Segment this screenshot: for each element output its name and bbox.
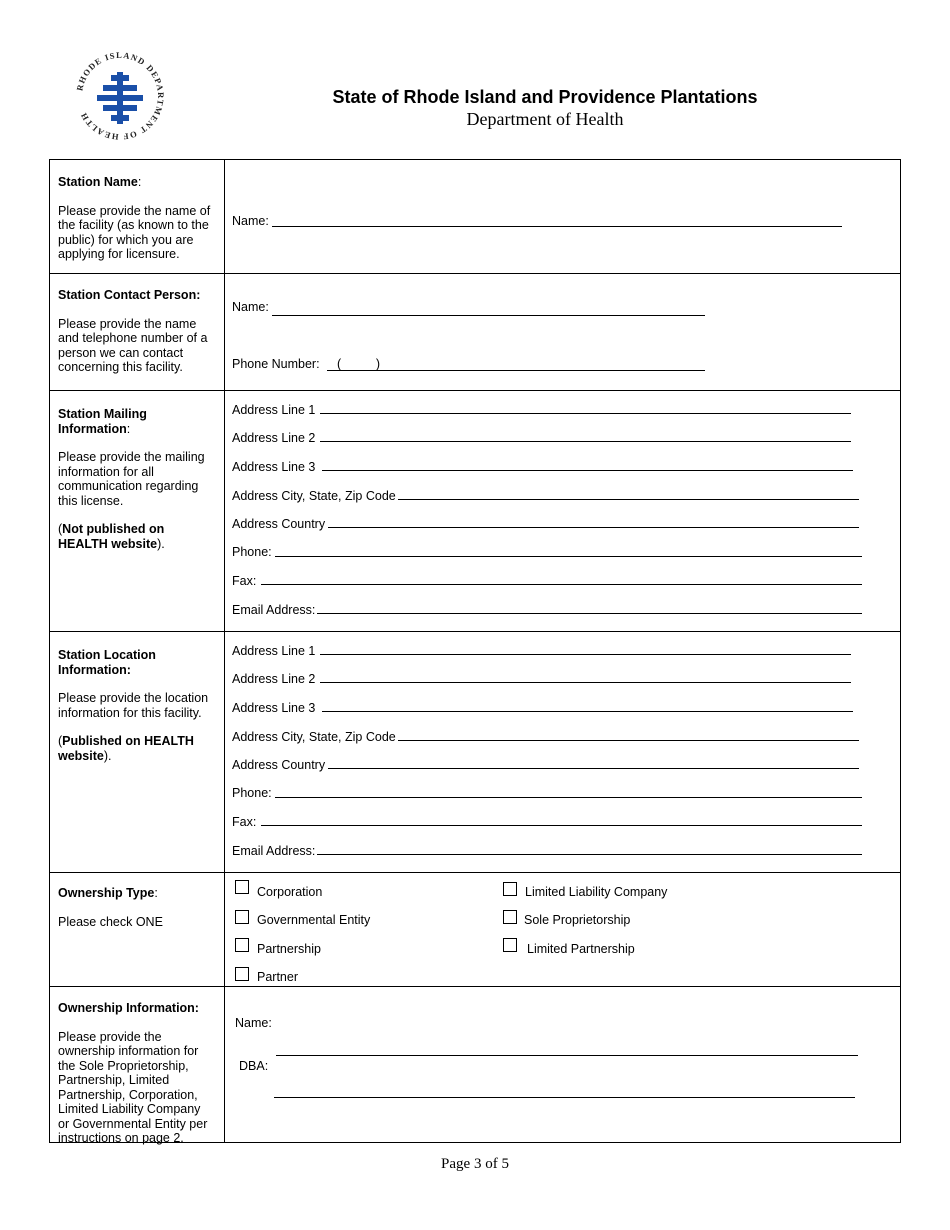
station-name-label: Station Name: Please provide the name of the facility (as known to the public) for which you are applying for licensure.	[58, 175, 214, 276]
partnership-option-label: Partnership	[257, 942, 321, 956]
owner-name-field-label: Name:	[235, 1016, 272, 1030]
section-description: Please provide the location information for this facility.	[58, 691, 209, 720]
contact-name-field-label: Name:	[232, 300, 269, 314]
mailing-country-input[interactable]	[328, 527, 859, 528]
limited-partnership-option-label: Limited Partnership	[527, 942, 635, 956]
row-divider	[50, 390, 900, 391]
row-divider	[50, 631, 900, 632]
mailing-address3-label: Address Line 3	[232, 460, 316, 474]
mailing-address3-input[interactable]	[322, 470, 853, 471]
location-city-input[interactable]	[398, 740, 859, 741]
section-description: Please provide the mailing information for all communication regarding this license.	[58, 450, 205, 508]
mailing-address2-label: Address Line 2	[232, 431, 316, 445]
location-address2-label: Address Line 2	[232, 672, 316, 686]
owner-dba-field-label: DBA:	[239, 1059, 269, 1073]
mailing-email-input[interactable]	[317, 613, 862, 614]
contact-phone-field-label: Phone Number:	[232, 357, 320, 371]
svg-text:RHODE ISLAND DEPARTMENT OF HE: RHODE ISLAND DEPARTMENT OF HEALTH	[74, 50, 167, 142]
partner-option-label: Partner	[257, 970, 298, 984]
section-description: Please check ONE	[58, 914, 163, 929]
location-fax-input[interactable]	[261, 825, 862, 826]
section-heading: Ownership Type	[58, 886, 155, 900]
location-email-input[interactable]	[317, 854, 862, 855]
mailing-fax-label: Fax:	[232, 574, 257, 588]
ownership-info-label	[58, 1001, 214, 1160]
page-title: State of Rhode Island and Providence Plantations	[332, 87, 758, 107]
section-heading: Station Location Information:	[58, 648, 156, 677]
ownership-type-label: Ownership Type: Please check ONE	[58, 886, 214, 943]
governmental-entity-checkbox[interactable]	[235, 910, 249, 924]
corporation-checkbox[interactable]	[235, 880, 249, 894]
llc-option-label: Limited Liability Company	[525, 885, 668, 899]
section-description: Please provide the ownership information for the Sole Proprietorship, Partnership, Limited Partnership, Corporation, Limited Liability Company or Governmental Entity per instructions on page 2.	[58, 1029, 208, 1145]
location-country-label: Address Country	[232, 758, 326, 772]
section-heading: Station Name	[58, 175, 138, 189]
sole-proprietorship-checkbox[interactable]	[503, 910, 517, 924]
mailing-phone-label: Phone:	[232, 545, 272, 559]
sole-proprietorship-option-label: Sole Proprietorship	[524, 913, 631, 927]
mailing-fax-input[interactable]	[261, 584, 862, 585]
location-country-input[interactable]	[328, 768, 859, 769]
contact-name-input[interactable]	[272, 315, 705, 316]
location-address3-input[interactable]	[322, 711, 853, 712]
location-address2-input[interactable]	[320, 682, 851, 683]
page-subtitle: Department of Health	[466, 109, 624, 129]
location-fax-label: Fax:	[232, 815, 257, 829]
location-address1-input[interactable]	[320, 654, 851, 655]
llc-checkbox[interactable]	[503, 882, 517, 896]
partnership-checkbox[interactable]	[235, 938, 249, 952]
limited-partnership-checkbox[interactable]	[503, 938, 517, 952]
station-name-input[interactable]	[272, 226, 842, 227]
column-divider	[224, 160, 225, 1142]
section-description: Please provide the name of the facility (as known to the public) for which you are applying for licensure.	[58, 203, 211, 261]
location-info-label	[58, 648, 214, 777]
corporation-option-label: Corporation	[257, 885, 323, 899]
row-divider	[50, 872, 900, 873]
publication-note: (Not published on HEALTH website).	[58, 522, 165, 551]
page-number: Page 3 of 5	[441, 1156, 509, 1172]
mailing-email-label: Email Address:	[232, 603, 316, 617]
section-description: Please provide the name and telephone number of a person we can contact concerning this facility.	[58, 316, 208, 374]
section-heading: Ownership Information:	[58, 1001, 199, 1015]
owner-dba-input[interactable]	[274, 1097, 855, 1098]
location-phone-input[interactable]	[275, 797, 862, 798]
contact-phone-input[interactable]	[327, 370, 705, 371]
section-heading: Station Contact Person:	[58, 288, 201, 302]
contact-phone-area-code: ( )	[337, 357, 381, 371]
mailing-country-label: Address Country	[232, 517, 326, 531]
location-city-label: Address City, State, Zip Code	[232, 730, 396, 744]
mailing-address2-input[interactable]	[320, 441, 851, 442]
department-of-health-seal	[70, 50, 170, 142]
owner-name-input[interactable]	[276, 1055, 858, 1056]
location-address1-label: Address Line 1	[232, 644, 316, 658]
mailing-info-label: Station Mailing Information: Please provide the mailing information for all communication regarding this license. (Not published on HEALTH website).	[58, 407, 214, 565]
mailing-city-input[interactable]	[398, 499, 859, 500]
mailing-address1-input[interactable]	[320, 413, 851, 414]
row-divider	[50, 986, 900, 987]
partner-checkbox[interactable]	[235, 967, 249, 981]
mailing-phone-input[interactable]	[275, 556, 862, 557]
location-email-label: Email Address:	[232, 844, 316, 858]
governmental-entity-option-label: Governmental Entity	[257, 913, 371, 927]
mailing-city-label: Address City, State, Zip Code	[232, 489, 396, 503]
location-phone-label: Phone:	[232, 786, 272, 800]
publication-note: (Published on HEALTH website).	[58, 734, 194, 763]
section-heading: Station Mailing Information	[58, 407, 147, 436]
location-address3-label: Address Line 3	[232, 701, 316, 715]
station-name-field-label: Name:	[232, 214, 269, 228]
contact-person-label	[58, 288, 214, 389]
license-form-table	[49, 159, 901, 1143]
mailing-address1-label: Address Line 1	[232, 403, 316, 417]
